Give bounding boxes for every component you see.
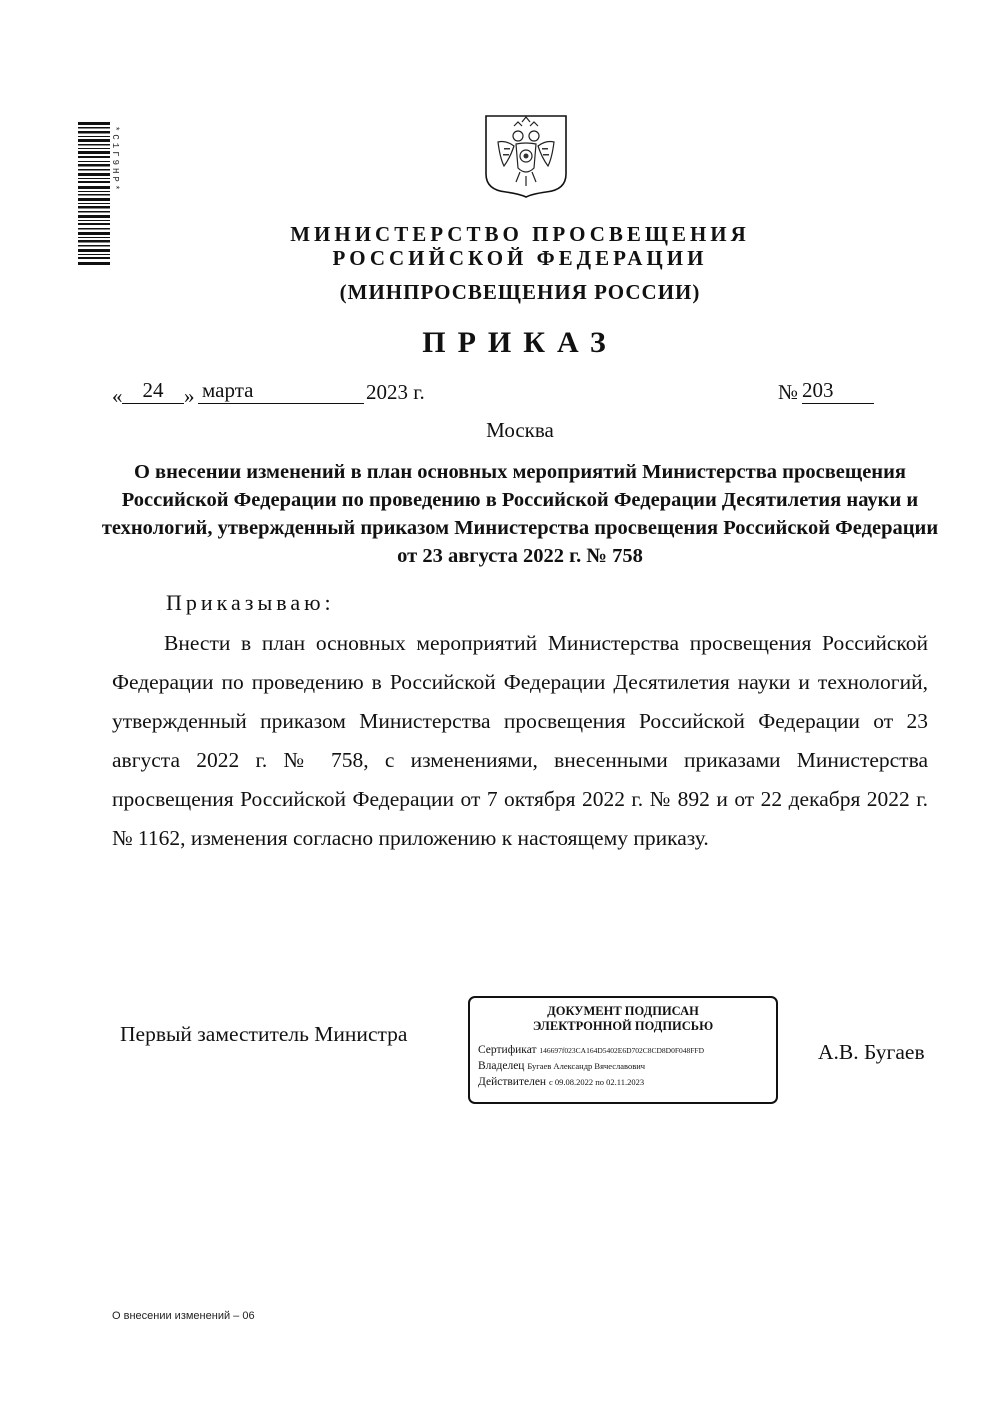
order-body: Внести в план основных мероприятий Министерства просвещения Российской Федерации по проведению в Российской Федерации Десятилетия науки и технологий, утвержденный приказом Министерства просвещения Российской Федерации от 23 августа 2022 г. № 758, с изменениями, внесенными приказами Министерства просвещения Российской Федерации от 7 октября 2022 г. № 892 и от 22 декабря 2022 г. № 1162, изменения согласно приложению к настоящему приказу. [112, 631, 928, 850]
signer-name: А.В. Бугаев [818, 1040, 925, 1064]
order-lead: Приказываю: [166, 590, 335, 615]
stamp-validity-label: Действителен [478, 1076, 547, 1088]
stamp-validity-value: с 09.08.2022 по 02.11.2023 [548, 1077, 645, 1087]
e-signature-stamp [468, 996, 778, 1104]
stamp-title-line1: ДОКУМЕНТ ПОДПИСАН [547, 1004, 699, 1018]
footer-reference: О внесении изменений – 06 [112, 1310, 255, 1322]
order-date [112, 378, 442, 408]
order-title: О внесении изменений в план основных мероприятий Министерства просвещения Российской Федерации по проведению в Российской Федерации Десятилетия науки и технологий, утвержденный приказом Министерства просвещения Российской Федерации от 23 августа 2022 г. № 758 [101, 461, 939, 567]
stamp-owner-label: Владелец [478, 1060, 525, 1072]
stamp-owner-value: Бугаев Александр Вячеславович [527, 1061, 646, 1071]
signer-position: Первый заместитель Министра [120, 1022, 408, 1046]
date-day: 24 [122, 378, 184, 404]
date-open-quote: « [112, 384, 123, 408]
stamp-title-line2: ЭЛЕКТРОННОЙ ПОДПИСЬЮ [532, 1019, 714, 1033]
stamp-certificate-value: 146697f023CA164D5402E6D702C8CD8D0F048FFD [539, 1046, 705, 1055]
barcode-code: *С1Г9НР* [110, 126, 120, 194]
number-value: 203 [802, 378, 874, 404]
date-close-quote: » [184, 384, 195, 408]
stamp-owner [478, 1060, 778, 1072]
stamp-validity [478, 1076, 778, 1088]
ministry-abbreviation: (МИНПРОСВЕЩЕНИЯ РОССИИ) [339, 280, 701, 304]
order-number [778, 378, 888, 408]
ministry-name-line1: МИНИСТЕРСТВО ПРОСВЕЩЕНИЯ [290, 222, 750, 246]
number-sign: № [778, 380, 799, 404]
date-month: марта [198, 378, 364, 404]
document-type: ПРИКАЗ [422, 326, 618, 359]
date-year: 2023 г. [366, 380, 425, 404]
ministry-name-line2: РОССИЙСКОЙ ФЕДЕРАЦИИ [332, 246, 708, 270]
coat-of-arms-icon [484, 114, 568, 198]
stamp-certificate-label: Сертификат [478, 1044, 537, 1056]
stamp-certificate [478, 1044, 778, 1056]
city: Москва [486, 418, 554, 442]
